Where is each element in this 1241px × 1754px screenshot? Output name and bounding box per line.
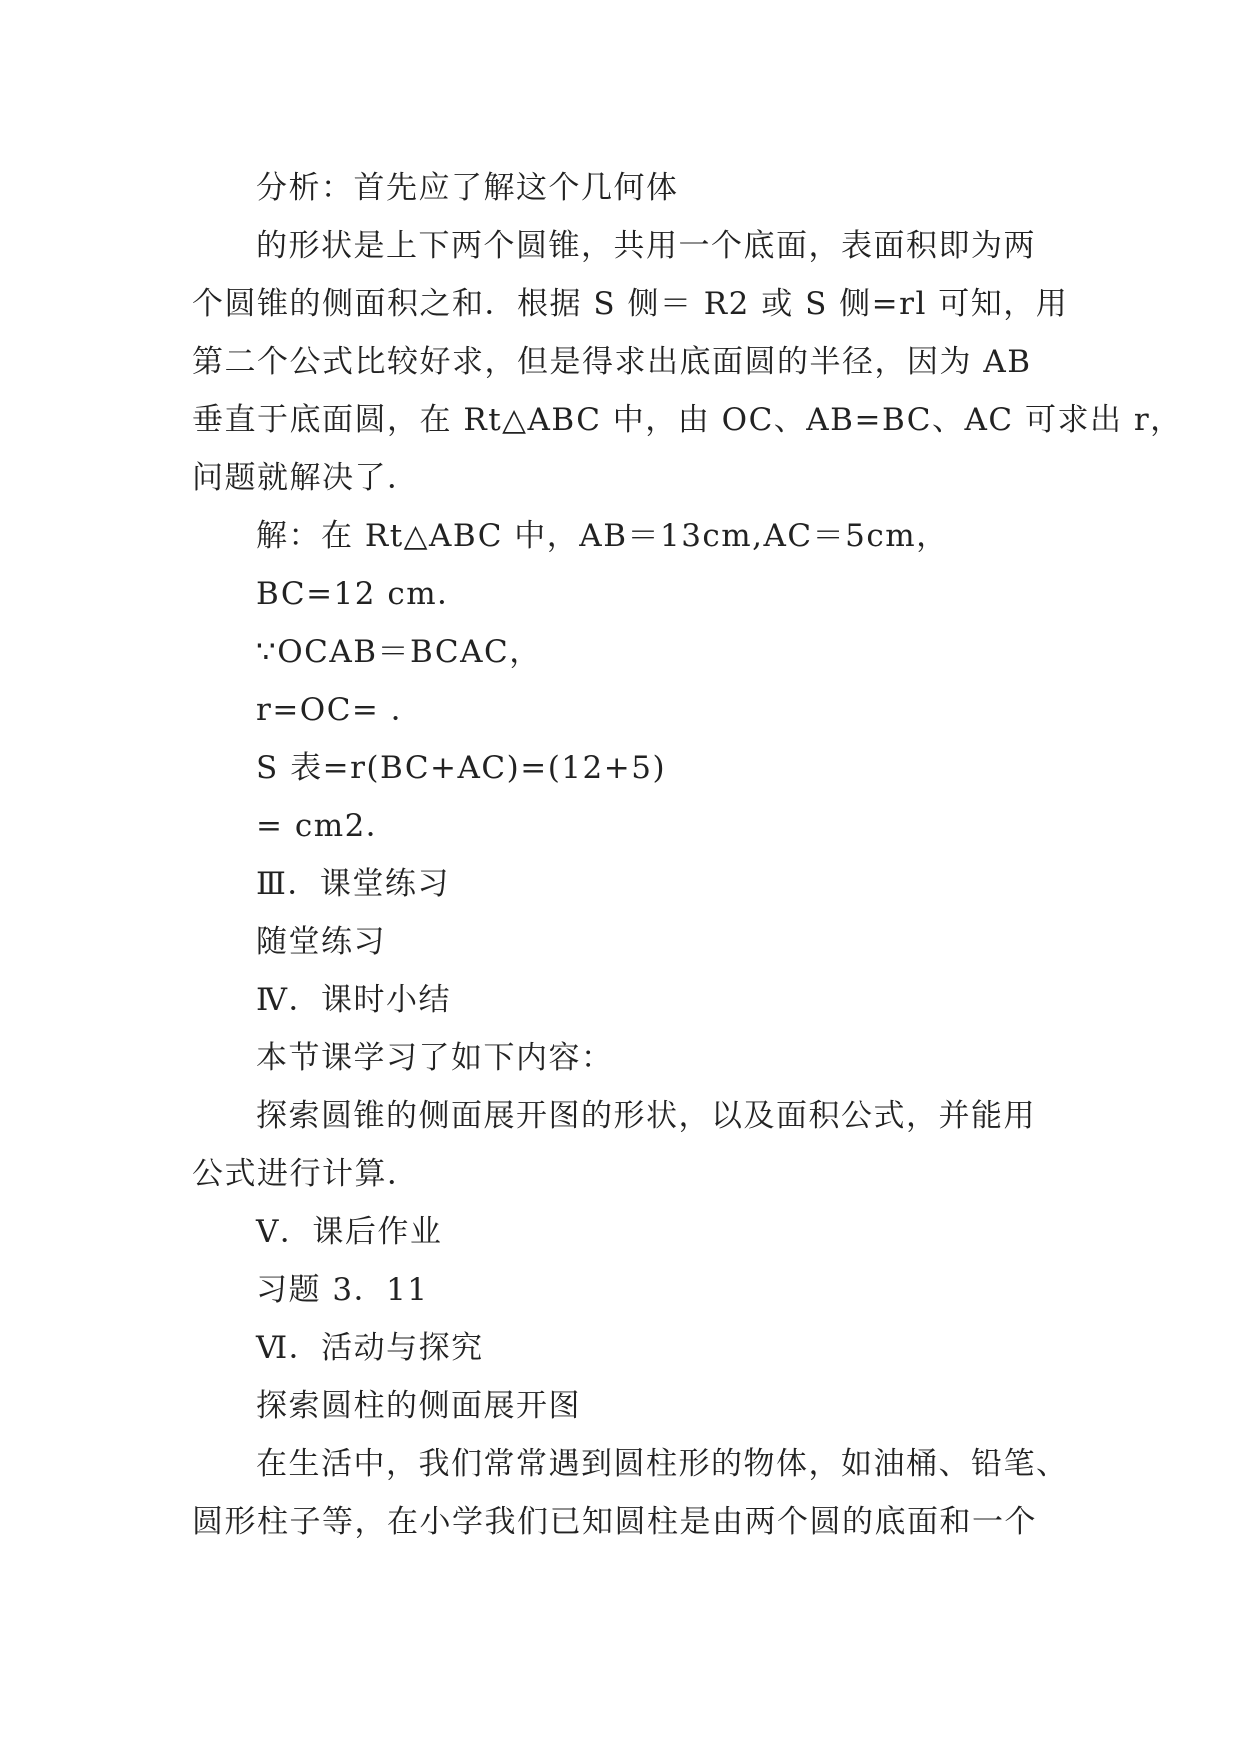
paragraph-line: 第二个公式比较好求，但是得求出底面圆的半径，因为 AB (192, 344, 1032, 380)
paragraph-line: BC=12 cm． (256, 576, 470, 612)
paragraph-line: 本节课学习了如下内容： (256, 1040, 614, 1076)
paragraph-line: 分析：首先应了解这个几何体 (256, 170, 679, 206)
paragraph-line: S 表=r(BC+AC)=(12+5) (256, 750, 667, 786)
paragraph-line: 习题 3．11 (256, 1272, 429, 1308)
paragraph-line: 探索圆柱的侧面展开图 (256, 1388, 581, 1424)
paragraph-line: 探索圆锥的侧面展开图的形状，以及面积公式，并能用 (256, 1098, 1036, 1134)
paragraph-line: Ⅴ．课后作业 (256, 1214, 443, 1250)
paragraph-line: 问题就解决了． (192, 460, 420, 496)
paragraph-line: = cm2． (256, 808, 399, 844)
paragraph-line: Ⅲ．课堂练习 (256, 866, 450, 902)
paragraph-line: 个圆锥的侧面积之和．根据 S 侧＝ R2 或 S 侧=rl 可知，用 (192, 286, 1069, 322)
document-body (192, 159, 1183, 1551)
paragraph-line: 圆形柱子等，在小学我们已知圆柱是由两个圆的底面和一个 (192, 1504, 1037, 1540)
paragraph-line: 垂直于底面圆，在 Rt△ABC 中，由 OC、AB=BC、AC 可求出 r， (192, 402, 1183, 438)
paragraph-line: Ⅳ．课时小结 (256, 982, 451, 1018)
paragraph-line: Ⅵ．活动与探究 (256, 1330, 484, 1366)
paragraph-line: ∵OCAB＝BCAC， (256, 634, 542, 670)
paragraph-line: 随堂练习 (256, 924, 386, 960)
paragraph-line: 解：在 Rt△ABC 中，AB＝13cm,AC＝5cm， (256, 518, 949, 554)
paragraph-line: r=OC= ． (256, 692, 424, 728)
paragraph-line: 的形状是上下两个圆锥，共用一个底面，表面积即为两 (256, 228, 1036, 264)
paragraph-line: 在生活中，我们常常遇到圆柱形的物体，如油桶、铅笔、 (256, 1446, 1069, 1482)
paragraph-line: 公式进行计算． (192, 1156, 420, 1192)
